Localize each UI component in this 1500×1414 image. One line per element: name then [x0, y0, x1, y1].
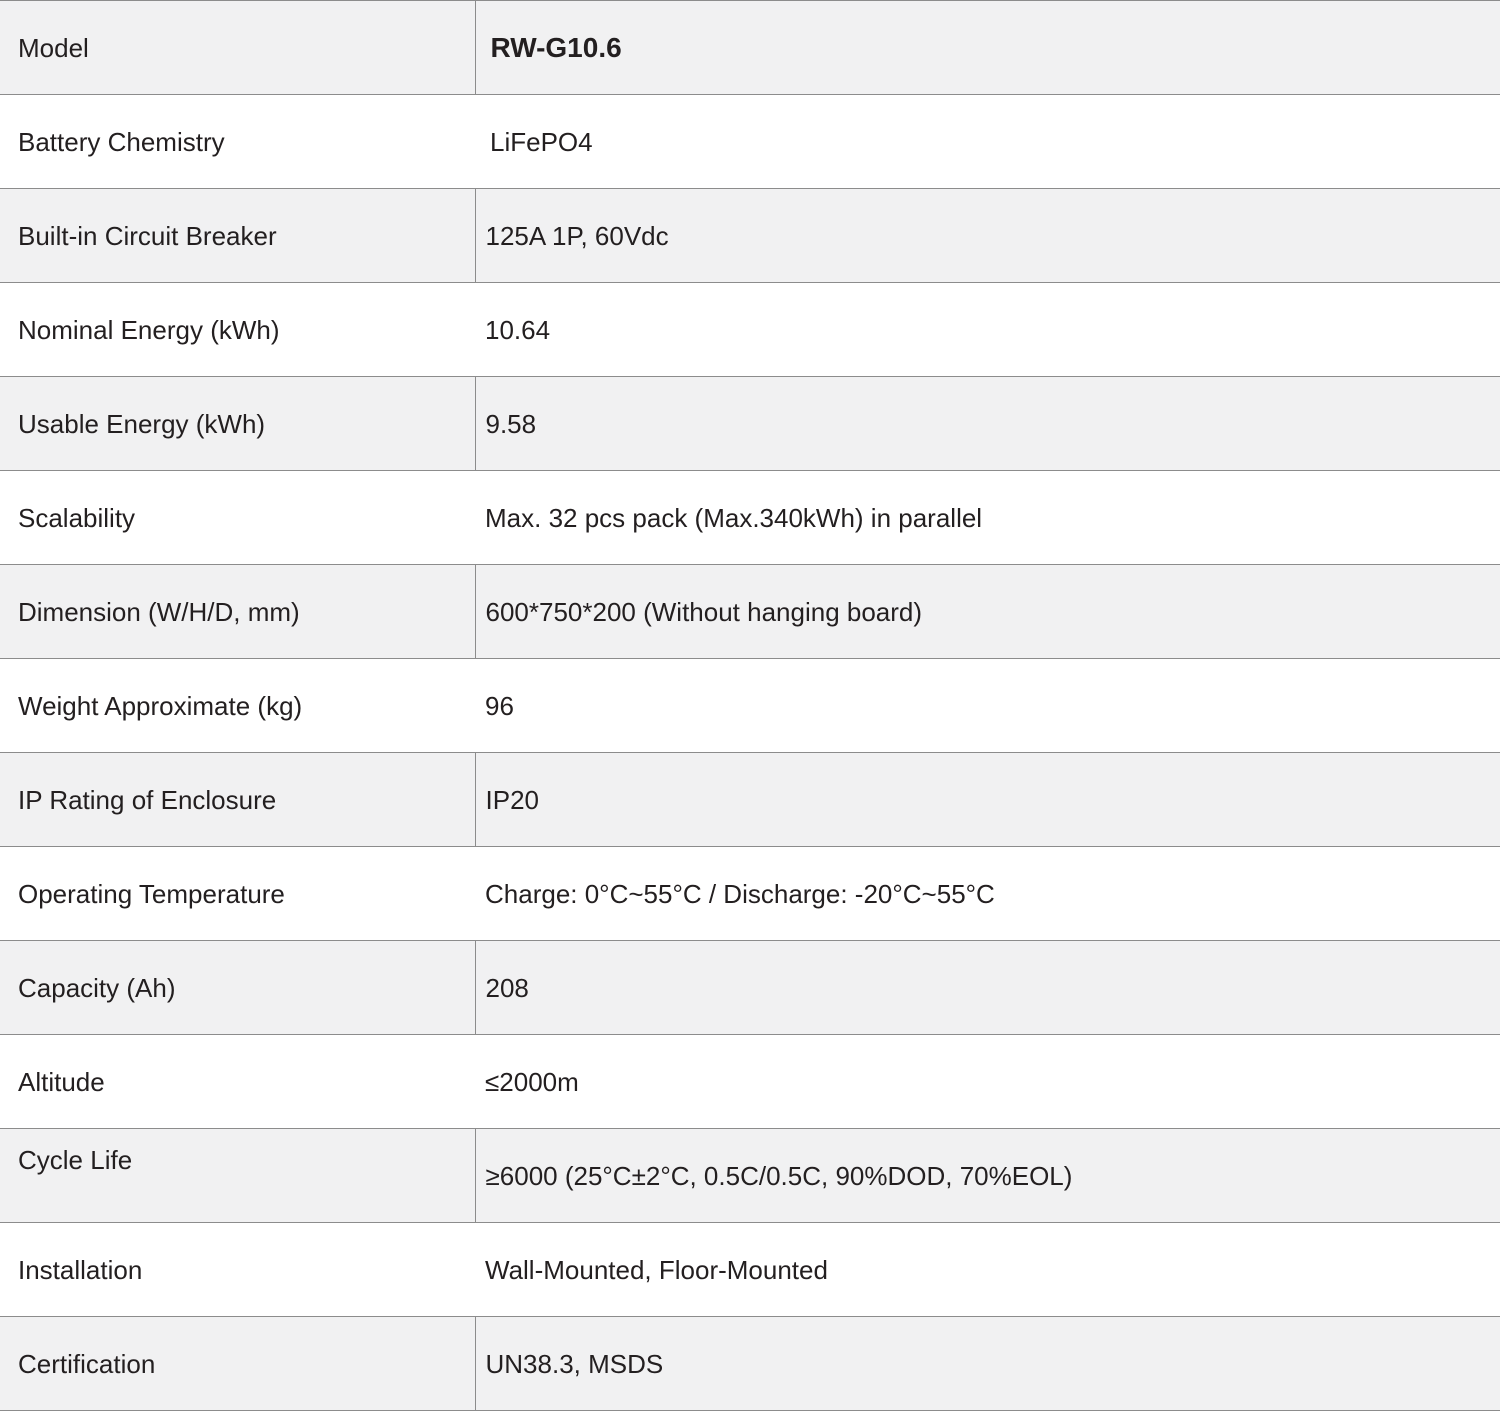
spec-value: 208 [475, 941, 1500, 1035]
spec-value: 96 [475, 659, 1500, 753]
table-row-operating-temperature [0, 847, 1500, 941]
spec-value-model: RW-G10.6 [475, 1, 1500, 95]
spec-label: Nominal Energy (kWh) [0, 283, 475, 377]
table-row-capacity [0, 941, 1500, 1035]
table-row-usable-energy [0, 377, 1500, 471]
spec-value: 10.64 [475, 283, 1500, 377]
table-row-cycle-life [0, 1129, 1500, 1223]
spec-label: Weight Approximate (kg) [0, 659, 475, 753]
spec-value: 125A 1P, 60Vdc [475, 189, 1500, 283]
spec-label: Capacity (Ah) [0, 941, 475, 1035]
spec-value: Max. 32 pcs pack (Max.340kWh) in parallel [475, 471, 1500, 565]
table-row-altitude [0, 1035, 1500, 1129]
spec-value: Charge: 0°C~55°C / Discharge: -20°C~55°C [475, 847, 1500, 941]
spec-label: Installation [0, 1223, 475, 1317]
spec-label: Certification [0, 1317, 475, 1411]
table-row-certification [0, 1317, 1500, 1411]
spec-value: 9.58 [475, 377, 1500, 471]
table-row-weight [0, 659, 1500, 753]
table-row-installation [0, 1223, 1500, 1317]
spec-label: Cycle Life [0, 1129, 475, 1223]
table-row-ip-rating [0, 753, 1500, 847]
spec-value: 600*750*200 (Without hanging board) [475, 565, 1500, 659]
table-row-dimension [0, 565, 1500, 659]
spec-label: Dimension (W/H/D, mm) [0, 565, 475, 659]
spec-value: ≥6000 (25°C±2°C, 0.5C/0.5C, 90%DOD, 70%EOL) [475, 1129, 1500, 1223]
spec-label: Built-in Circuit Breaker [0, 189, 475, 283]
spec-label: Battery Chemistry [0, 95, 475, 189]
table-row-circuit-breaker [0, 189, 1500, 283]
spec-value: ≤2000m [475, 1035, 1500, 1129]
table-row-scalability [0, 471, 1500, 565]
spec-label: Usable Energy (kWh) [0, 377, 475, 471]
spec-value: IP20 [475, 753, 1500, 847]
spec-label: Model [0, 1, 475, 95]
table-row-battery-chemistry [0, 95, 1500, 189]
table-row-nominal-energy [0, 283, 1500, 377]
spec-label: Altitude [0, 1035, 475, 1129]
spec-value: LiFePO4 [475, 95, 1500, 189]
spec-value: Wall-Mounted, Floor-Mounted [475, 1223, 1500, 1317]
table-row-model [0, 1, 1500, 95]
spec-label: Scalability [0, 471, 475, 565]
spec-label: IP Rating of Enclosure [0, 753, 475, 847]
spec-label: Operating Temperature [0, 847, 475, 941]
spec-value: UN38.3, MSDS [475, 1317, 1500, 1411]
